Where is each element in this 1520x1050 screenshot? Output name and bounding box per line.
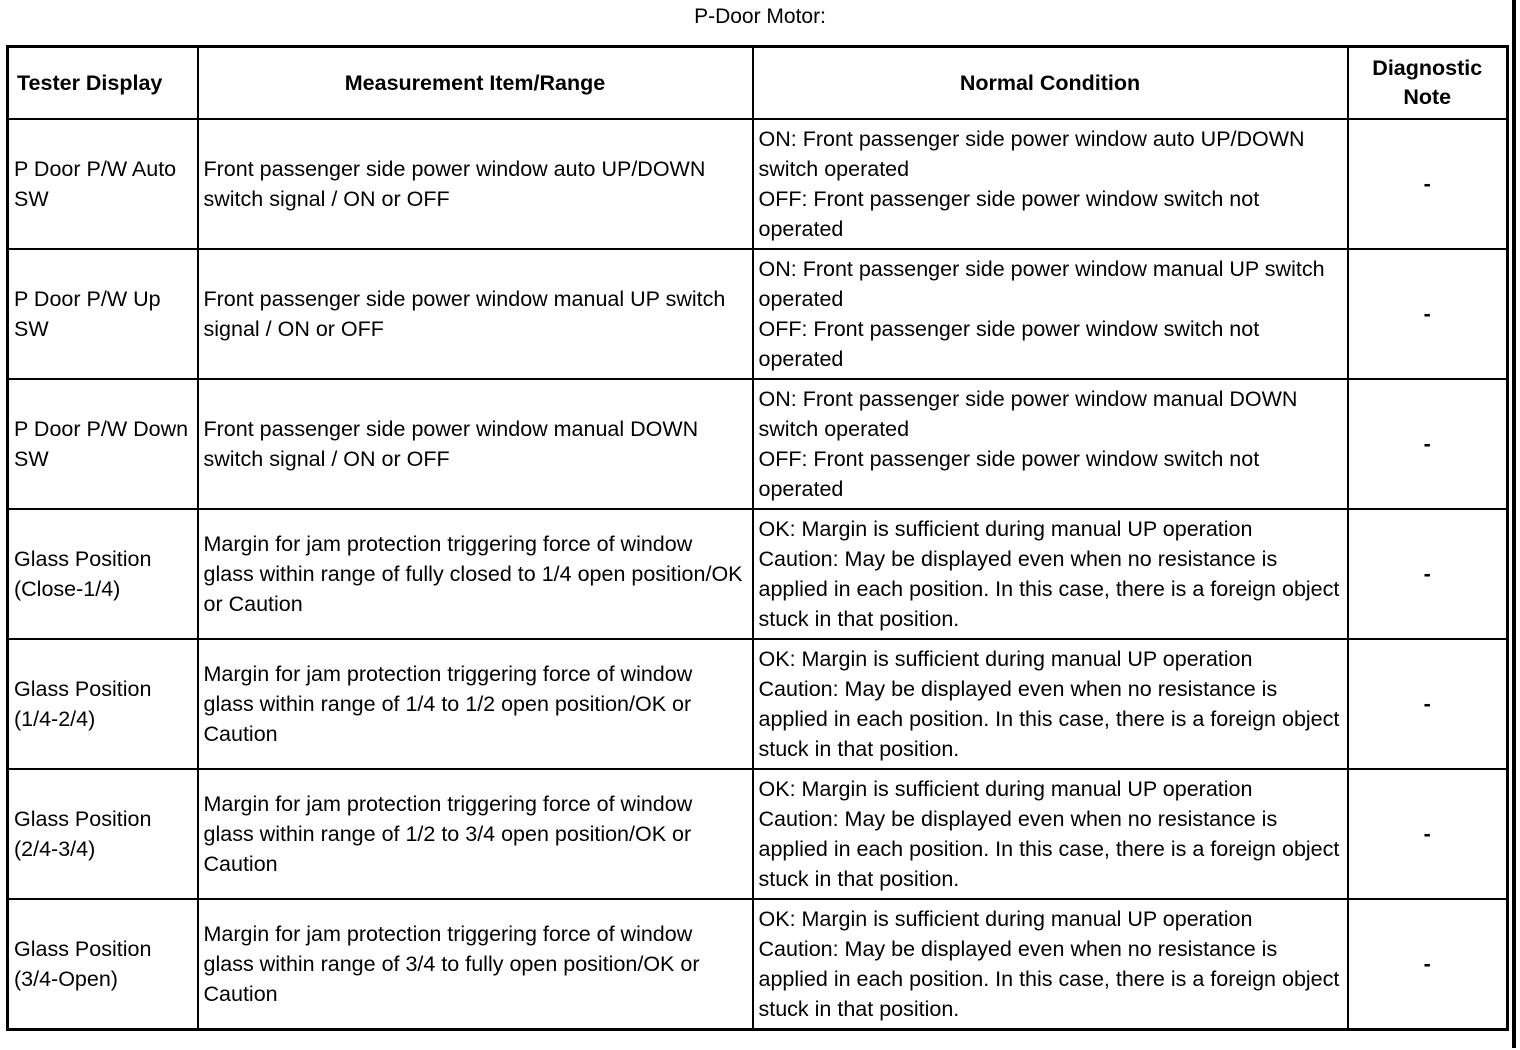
normal-condition-cell bbox=[753, 379, 1348, 509]
tester-display-cell: P Door P/W Auto SW bbox=[8, 119, 198, 249]
table-row bbox=[8, 379, 1508, 509]
table-row bbox=[8, 899, 1508, 1030]
measurement-cell: Margin for jam protection triggering force of window glass within range of 1/2 to 3/4 open position/OK or Caution bbox=[198, 769, 753, 899]
page-edge-rule bbox=[1512, 0, 1516, 1048]
normal-condition-ok: OK: Margin is sufficient during manual UP operation bbox=[758, 907, 1253, 931]
table-row bbox=[8, 249, 1508, 379]
measurement-cell: Margin for jam protection triggering force of window glass within range of 1/4 to 1/2 open position/OK or Caution bbox=[198, 639, 753, 769]
header-normal-condition: Normal Condition bbox=[753, 47, 1348, 120]
normal-condition-ok: OK: Margin is sufficient during manual UP operation bbox=[758, 517, 1253, 541]
normal-condition-caution: Caution: May be displayed even when no resistance is applied in each position. In this case, there is a foreign object stuck in that position. bbox=[758, 677, 1340, 761]
normal-condition-ok: OK: Margin is sufficient during manual UP operation bbox=[758, 777, 1253, 801]
normal-condition-cell bbox=[753, 899, 1348, 1030]
diagnostic-note-cell: - bbox=[1348, 639, 1508, 769]
diagnostic-note-cell: - bbox=[1348, 509, 1508, 639]
normal-condition-on: ON: Front passenger side power window manual UP switch operated bbox=[758, 257, 1325, 311]
diagnostic-note-cell: - bbox=[1348, 899, 1508, 1030]
tester-display-cell: Glass Position (1/4-2/4) bbox=[8, 639, 198, 769]
diagnostic-note-cell: - bbox=[1348, 769, 1508, 899]
normal-condition-cell bbox=[753, 119, 1348, 249]
data-monitor-table bbox=[6, 45, 1509, 1031]
normal-condition-ok: OK: Margin is sufficient during manual UP operation bbox=[758, 647, 1253, 671]
normal-condition-on: ON: Front passenger side power window auto UP/DOWN switch operated bbox=[758, 127, 1305, 181]
measurement-cell: Margin for jam protection triggering force of window glass within range of 3/4 to fully open position/OK or Caution bbox=[198, 899, 753, 1030]
table-row bbox=[8, 769, 1508, 899]
diagnostic-note-cell: - bbox=[1348, 379, 1508, 509]
normal-condition-cell bbox=[753, 639, 1348, 769]
tester-display-cell: Glass Position (Close-1/4) bbox=[8, 509, 198, 639]
normal-condition-caution: Caution: May be displayed even when no resistance is applied in each position. In this case, there is a foreign object stuck in that position. bbox=[758, 937, 1340, 1021]
tester-display-cell: Glass Position (2/4-3/4) bbox=[8, 769, 198, 899]
measurement-cell: Front passenger side power window manual DOWN switch signal / ON or OFF bbox=[198, 379, 753, 509]
table-row bbox=[8, 509, 1508, 639]
measurement-cell: Margin for jam protection triggering force of window glass within range of fully closed to 1/4 open position/OK or Caution bbox=[198, 509, 753, 639]
normal-condition-cell bbox=[753, 769, 1348, 899]
header-measurement: Measurement Item/Range bbox=[198, 47, 753, 120]
diagnostic-note-cell: - bbox=[1348, 119, 1508, 249]
tester-display-cell: P Door P/W Up SW bbox=[8, 249, 198, 379]
measurement-cell: Front passenger side power window manual UP switch signal / ON or OFF bbox=[198, 249, 753, 379]
header-row bbox=[8, 47, 1508, 120]
header-tester-display: Tester Display bbox=[8, 47, 198, 120]
normal-condition-caution: Caution: May be displayed even when no resistance is applied in each position. In this case, there is a foreign object stuck in that position. bbox=[758, 807, 1340, 891]
normal-condition-cell bbox=[753, 509, 1348, 639]
diagnostic-note-cell: - bbox=[1348, 249, 1508, 379]
header-diagnostic-note: Diagnostic Note bbox=[1348, 47, 1508, 120]
normal-condition-off: OFF: Front passenger side power window switch not operated bbox=[758, 187, 1260, 241]
normal-condition-on: ON: Front passenger side power window manual DOWN switch operated bbox=[758, 387, 1298, 441]
measurement-cell: Front passenger side power window auto UP/DOWN switch signal / ON or OFF bbox=[198, 119, 753, 249]
normal-condition-off: OFF: Front passenger side power window switch not operated bbox=[758, 317, 1260, 371]
table-row bbox=[8, 119, 1508, 249]
tester-display-cell: P Door P/W Down SW bbox=[8, 379, 198, 509]
table-row bbox=[8, 639, 1508, 769]
normal-condition-off: OFF: Front passenger side power window switch not operated bbox=[758, 447, 1260, 501]
normal-condition-cell bbox=[753, 249, 1348, 379]
tester-display-cell: Glass Position (3/4-Open) bbox=[8, 899, 198, 1030]
page-title: P-Door Motor: bbox=[694, 5, 826, 28]
normal-condition-caution: Caution: May be displayed even when no resistance is applied in each position. In this case, there is a foreign object stuck in that position. bbox=[758, 547, 1340, 631]
